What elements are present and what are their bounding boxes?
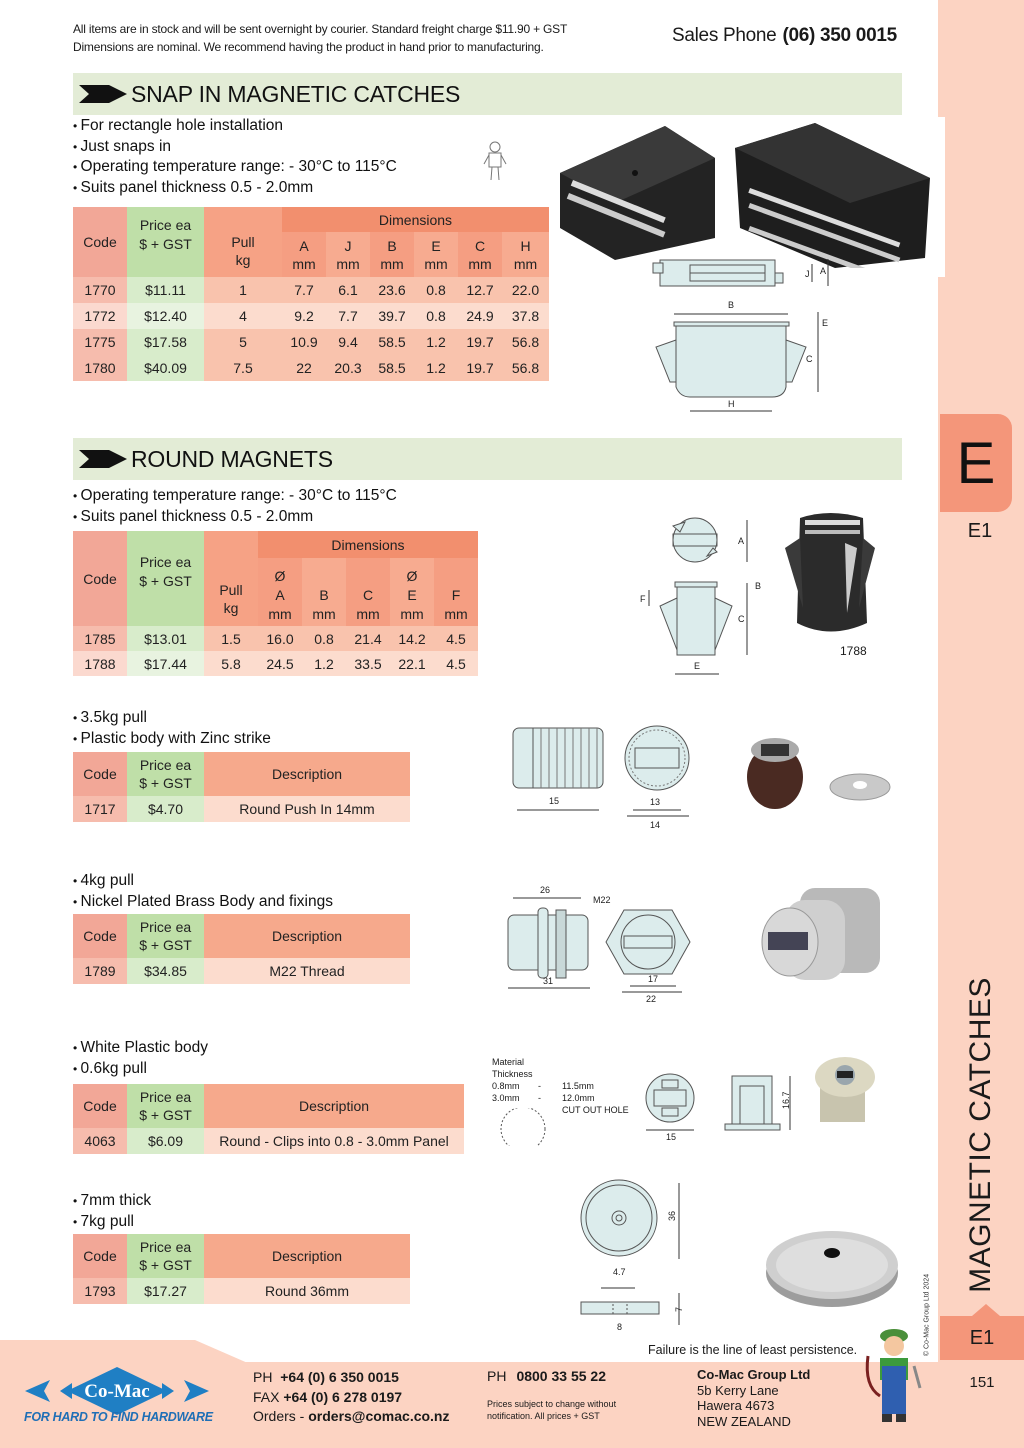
- cell-dim: 24.9: [458, 303, 502, 329]
- address-line: Hawera 4673: [697, 1398, 775, 1413]
- cell-dim: 4.5: [434, 651, 478, 676]
- cell-dim: 58.5: [370, 329, 414, 355]
- bullet: • Suits panel thickness 0.5 - 2.0mm: [73, 507, 397, 528]
- col-header-dia-e: Ø E mm: [390, 558, 434, 626]
- vertical-section-title: [938, 977, 1024, 1293]
- cell-dim: 22.1: [390, 651, 434, 676]
- col-header-dimensions: Dimensions: [258, 531, 478, 558]
- snap-bullets: [73, 116, 397, 198]
- bullet: • Operating temperature range: - 30°C to 115°C: [73, 157, 397, 178]
- dim-label-h: H: [728, 399, 735, 409]
- address-line: NEW ZEALAND: [697, 1413, 791, 1429]
- dim-label-f: F: [640, 594, 646, 604]
- cell-code: 1770: [73, 277, 127, 303]
- footer-freephone: PH 0800 33 55 22: [487, 1368, 606, 1384]
- footer-quote: Failure is the line of least persistence.: [648, 1343, 858, 1357]
- dim-label-hole: 4.7: [613, 1267, 626, 1277]
- footer-phone: PH +64 (0) 6 350 0015: [253, 1369, 399, 1385]
- material-row-2: 3.0mm - 12.0mm: [492, 1093, 595, 1103]
- notice-line-1: All items are in stock and will be sent overnight by courier. Standard freight charge $11.90 + GST: [73, 22, 568, 36]
- cell-pull: 5: [204, 329, 282, 355]
- dim-label-e: E: [822, 318, 829, 328]
- table-row: [73, 329, 549, 355]
- section-header-snap-in: [73, 73, 902, 115]
- cell-price: $40.09: [127, 355, 204, 381]
- bullet: • White Plastic body: [73, 1038, 208, 1059]
- col-header-price: Price ea $ + GST: [127, 752, 204, 796]
- dim-label-width: 15: [666, 1132, 677, 1142]
- material-thickness-note: [492, 1056, 629, 1116]
- cell-dim: 10.9: [282, 329, 326, 355]
- cell-description: Round - Clips into 0.8 - 3.0mm Panel: [204, 1128, 464, 1154]
- col-header-price: Price ea $ + GST: [127, 207, 204, 277]
- bullet: • 7mm thick: [73, 1191, 151, 1212]
- orders-email-link[interactable]: orders@comac.co.nz: [308, 1408, 450, 1424]
- cell-dim: 37.8: [502, 303, 549, 329]
- company-name: Co-Mac Group Ltd: [697, 1367, 811, 1382]
- cell-dim: 7.7: [282, 277, 326, 303]
- cell-dim: 33.5: [346, 651, 390, 676]
- product-4063-diagram: [640, 1068, 800, 1148]
- table-row: [73, 958, 410, 984]
- round-magnet-dimension-diagram: [635, 510, 770, 680]
- col-header-b: B mm: [370, 232, 414, 277]
- tagline: FOR HARD TO FIND HARDWARE: [24, 1410, 213, 1424]
- cell-price: $6.09: [127, 1128, 204, 1154]
- section-tab-e[interactable]: [940, 414, 1012, 512]
- snap-in-dimension-diagram: [650, 252, 840, 417]
- col-header-code: Code: [73, 207, 127, 277]
- cell-pull: 1.5: [204, 626, 258, 651]
- bullet: • 3.5kg pull: [73, 708, 271, 729]
- dim-label-thread: M22: [593, 895, 611, 905]
- dim-label-length: 31: [543, 976, 554, 986]
- dim-label-outer: 22: [646, 994, 657, 1004]
- col-header-pull: Pull kg: [204, 531, 258, 626]
- product-4063-bullets: [73, 1038, 208, 1079]
- vertical-title-text: MAGNETIC CATCHES: [964, 977, 997, 1293]
- bullet: • 0.6kg pull: [73, 1059, 208, 1080]
- cell-price: $11.11: [127, 277, 204, 303]
- col-header-price: Price ea $ + GST: [127, 914, 204, 958]
- cell-dim: 19.7: [458, 355, 502, 381]
- col-header-code: Code: [73, 531, 127, 626]
- cell-dim: 20.3: [326, 355, 370, 381]
- col-header-description: Description: [204, 1084, 464, 1128]
- cell-code: 1780: [73, 355, 127, 381]
- section-header-round-magnets: [73, 438, 902, 480]
- cell-dim: 39.7: [370, 303, 414, 329]
- col-header-a: A mm: [282, 232, 326, 277]
- cell-price: $17.27: [127, 1278, 204, 1304]
- round-magnet-1788-photo: [785, 508, 875, 640]
- logo-text: Co-Mac: [84, 1381, 150, 1402]
- dim-label-thickness: 7: [674, 1306, 684, 1312]
- snap-in-table: [73, 207, 549, 381]
- section-code-bottom-tab[interactable]: [940, 1316, 1024, 1360]
- product-1793-bullets: [73, 1191, 151, 1232]
- table-row: [73, 1278, 410, 1304]
- arrow-icon: [79, 448, 127, 470]
- page-number: 151: [969, 1374, 995, 1391]
- cell-price: $12.40: [127, 303, 204, 329]
- sales-phone-label: Sales Phone: [672, 25, 777, 46]
- cell-dim: 7.7: [326, 303, 370, 329]
- product-1789-bullets: [73, 871, 333, 912]
- cell-code: 1717: [73, 796, 127, 822]
- dim-label-a: A: [820, 266, 827, 276]
- address-line: 5b Kerry Lane: [697, 1382, 779, 1398]
- cell-description: M22 Thread: [204, 958, 410, 984]
- dim-label-a: A: [738, 536, 745, 546]
- cell-dim: 14.2: [390, 626, 434, 651]
- product-1793-photo: [760, 1215, 910, 1315]
- cell-code: 1789: [73, 958, 127, 984]
- dim-label-c: C: [738, 614, 745, 624]
- footer-address: [697, 1367, 810, 1429]
- bullet: • 4kg pull: [73, 871, 333, 892]
- dim-label-length: 15: [549, 796, 560, 806]
- cell-code: 1772: [73, 303, 127, 329]
- cell-dim: 58.5: [370, 355, 414, 381]
- copyright-text: © Co-Mac Group Ltd 2024: [923, 1273, 931, 1357]
- cell-dim: 1.2: [302, 651, 346, 676]
- sales-phone-number[interactable]: (06) 350 0015: [782, 25, 897, 46]
- col-header-dimensions: Dimensions: [282, 207, 549, 232]
- bullet: • Just snaps in: [73, 137, 397, 158]
- col-header-c: C mm: [458, 232, 502, 277]
- arrow-icon: [79, 83, 127, 105]
- cell-description: Round 36mm: [204, 1278, 410, 1304]
- col-header-price: Price ea $ + GST: [127, 1084, 204, 1128]
- cell-dim: 19.7: [458, 329, 502, 355]
- product-1789-diagram: [498, 880, 713, 1005]
- freephone-number[interactable]: 0800 33 55 22: [516, 1368, 606, 1384]
- cell-price: $17.58: [127, 329, 204, 355]
- mascot-icon: [862, 1326, 928, 1430]
- snap-in-catch-photo: [555, 118, 935, 268]
- product-4063-photo: [810, 1055, 880, 1125]
- table-row: [73, 1128, 464, 1154]
- cell-dim: 12.7: [458, 277, 502, 303]
- col-header-description: Description: [204, 914, 410, 958]
- table-row: [73, 626, 478, 651]
- cell-pull: 4: [204, 303, 282, 329]
- cell-dim: 1.2: [414, 355, 458, 381]
- dim-label-inner: 13: [650, 797, 661, 807]
- col-header-code: Code: [73, 1084, 127, 1128]
- bullet: • Suits panel thickness 0.5 - 2.0mm: [73, 178, 397, 199]
- cell-dim: 0.8: [414, 303, 458, 329]
- footer-fax: FAX +64 (0) 6 278 0197: [253, 1388, 403, 1405]
- cell-dim: 21.4: [346, 626, 390, 651]
- table-row: [73, 303, 549, 329]
- col-header-pull: Pull kg: [204, 207, 282, 277]
- col-header-price: Price ea $ + GST: [127, 1234, 204, 1278]
- cell-code: 4063: [73, 1128, 127, 1154]
- col-header-b: B mm: [302, 558, 346, 626]
- bullet: • Nickel Plated Brass Body and fixings: [73, 892, 333, 913]
- material-row-1: 0.8mm - 11.5mm: [492, 1081, 594, 1091]
- col-header-description: Description: [204, 1234, 410, 1278]
- cell-price: $17.44: [127, 651, 204, 676]
- notice-line-2: Dimensions are nominal. We recommend having the product in hand prior to manufacturing.: [73, 40, 544, 54]
- dim-label-outer: 14: [650, 820, 661, 830]
- thickness-label: Thickness: [492, 1069, 533, 1079]
- cell-dim: 0.8: [414, 277, 458, 303]
- bullet: • For rectangle hole installation: [73, 116, 397, 137]
- cell-dim: 9.2: [282, 303, 326, 329]
- cut-out-hole-label: CUT OUT HOLE: [562, 1105, 629, 1115]
- footer-contact: [253, 1368, 450, 1427]
- cell-dim: 56.8: [502, 329, 549, 355]
- cell-dim: 24.5: [258, 651, 302, 676]
- footer-orders: Orders - orders@comac.co.nz: [253, 1408, 450, 1424]
- product-1717-table: [73, 752, 410, 822]
- cell-code: 1785: [73, 626, 127, 651]
- dim-label-b: B: [755, 581, 762, 591]
- dim-label-counterbore: 8: [617, 1322, 623, 1332]
- section-tab-letter: E: [956, 430, 996, 496]
- table-row: [73, 355, 549, 381]
- table-row: [73, 796, 410, 822]
- product-1717-diagram: [505, 722, 695, 834]
- fax-number: +64 (0) 6 278 0197: [283, 1388, 403, 1405]
- cell-price: $4.70: [127, 796, 204, 822]
- col-header-e: E mm: [414, 232, 458, 277]
- cell-dim: 6.1: [326, 277, 370, 303]
- cell-dim: 22: [282, 355, 326, 381]
- col-header-price: Price ea $ + GST: [127, 531, 204, 626]
- cell-code: 1775: [73, 329, 127, 355]
- table-row: [73, 651, 478, 676]
- photo-caption-1788: 1788: [840, 644, 867, 658]
- col-header-c: C mm: [346, 558, 390, 626]
- bullet: • Plastic body with Zinc strike: [73, 729, 271, 750]
- mascot-sketch-icon: [482, 140, 508, 184]
- col-header-code: Code: [73, 752, 127, 796]
- product-1793-diagram: [575, 1175, 695, 1337]
- cell-pull: 1: [204, 277, 282, 303]
- product-1789-table: [73, 914, 410, 984]
- cell-pull: 5.8: [204, 651, 258, 676]
- dim-label-diameter: 36: [667, 1210, 677, 1221]
- col-header-code: Code: [73, 914, 127, 958]
- dim-label-thread-length: 26: [540, 885, 551, 895]
- cut-out-hole-diagram: [498, 1108, 550, 1146]
- cell-price: $13.01: [127, 626, 204, 651]
- cell-pull: 7.5: [204, 355, 282, 381]
- cell-code: 1793: [73, 1278, 127, 1304]
- product-1793-table: [73, 1234, 410, 1304]
- product-1789-photo: [750, 880, 890, 990]
- cell-price: $34.85: [127, 958, 204, 984]
- side-band-notch: [938, 117, 945, 277]
- table-row: [73, 277, 549, 303]
- cell-dim: 23.6: [370, 277, 414, 303]
- product-4063-table: [73, 1084, 464, 1154]
- dim-label-b: B: [728, 300, 735, 310]
- bullet: • Operating temperature range: - 30°C to 115°C: [73, 486, 397, 507]
- round-bullets: [73, 486, 397, 527]
- col-header-f: F mm: [434, 558, 478, 626]
- cell-dim: 1.2: [414, 329, 458, 355]
- cell-dim: 16.0: [258, 626, 302, 651]
- dim-label-e: E: [694, 661, 701, 671]
- footer-price-note: Prices subject to change without notification. All prices + GST: [487, 1399, 617, 1421]
- dim-label-c: C: [806, 354, 813, 364]
- col-header-dia-a: Ø A mm: [258, 558, 302, 626]
- sales-phone: [672, 25, 897, 47]
- dim-label-j: J: [805, 269, 810, 279]
- round-magnets-table: [73, 531, 478, 676]
- cell-dim: 9.4: [326, 329, 370, 355]
- product-1717-photo: [745, 732, 895, 812]
- cell-dim: 4.5: [434, 626, 478, 651]
- bullet: • 7kg pull: [73, 1212, 151, 1233]
- section-code-bottom: E1: [969, 1326, 995, 1349]
- section-title: ROUND MAGNETS: [131, 445, 333, 472]
- product-1717-bullets: [73, 708, 271, 749]
- phone-number[interactable]: +64 (0) 6 350 0015: [280, 1369, 399, 1385]
- col-header-code: Code: [73, 1234, 127, 1278]
- section-code-top: E1: [967, 520, 993, 542]
- top-notice: [73, 20, 567, 56]
- cell-dim: 22.0: [502, 277, 549, 303]
- col-header-h: H mm: [502, 232, 549, 277]
- cell-dim: 56.8: [502, 355, 549, 381]
- col-header-j: J mm: [326, 232, 370, 277]
- col-header-description: Description: [204, 752, 410, 796]
- dim-label-height: 16.7: [781, 1091, 791, 1109]
- material-label: Material: [492, 1057, 525, 1067]
- cell-code: 1788: [73, 651, 127, 676]
- dim-label-inner: 17: [648, 974, 659, 984]
- section-title: SNAP IN MAGNETIC CATCHES: [131, 80, 461, 107]
- cell-dim: 0.8: [302, 626, 346, 651]
- cell-description: Round Push In 14mm: [204, 796, 410, 822]
